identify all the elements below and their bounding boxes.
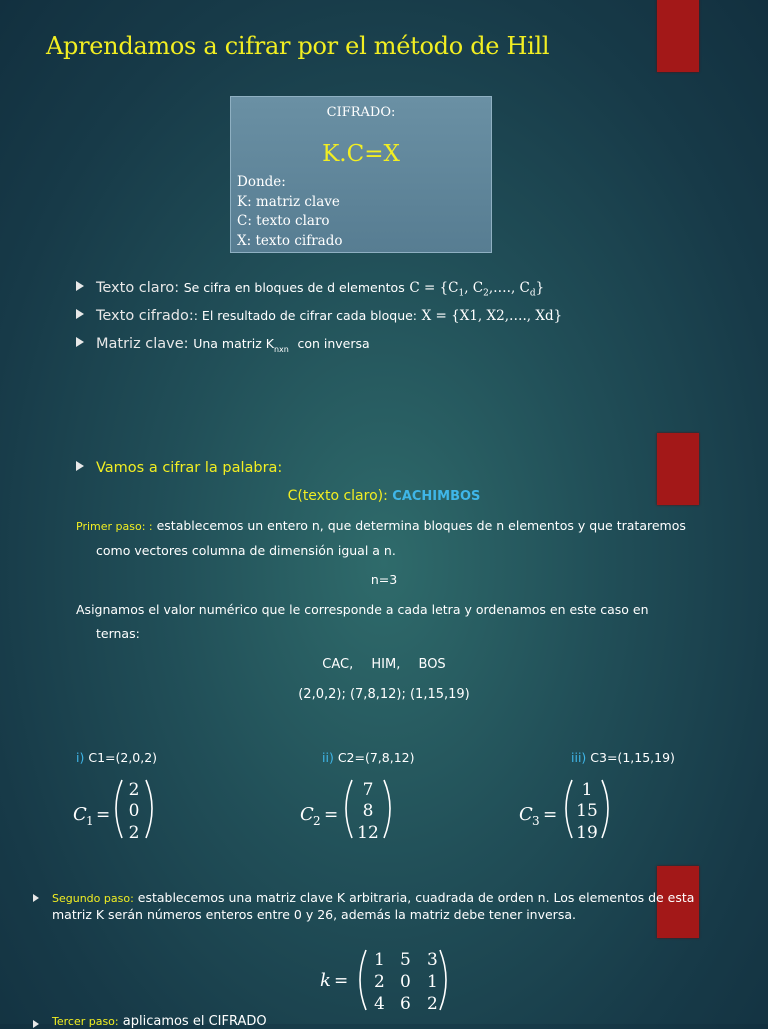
asignamos-text: ternas:	[96, 626, 140, 641]
matrix-entry: 0	[400, 972, 411, 992]
bullet-term: Matriz clave:	[96, 336, 189, 352]
matrix-name: k	[320, 970, 331, 991]
math-part: ,…., C	[488, 280, 530, 296]
definition-line: Donde:	[237, 174, 286, 190]
texto-claro-label: C(texto claro):	[287, 488, 388, 504]
vector-entry: 1	[581, 780, 593, 800]
matrix-entry: 5	[400, 950, 411, 970]
roman-numeral: iii)	[571, 750, 587, 765]
matrix-entry: 1	[374, 950, 385, 970]
bullet-term: Texto cifrado:	[96, 308, 194, 324]
bullet-text: Se cifra en bloques de d elementos	[183, 280, 405, 295]
vector-entry: 12	[357, 823, 379, 843]
vector-label-1	[76, 750, 157, 765]
bullet-arrow-icon	[33, 894, 39, 902]
math-part: C = {C	[409, 280, 459, 296]
bullet-matriz-clave	[76, 336, 370, 354]
bullet-math	[409, 280, 545, 299]
primer-paso-text: establecemos un entero n, que determina bloques de n elementos y que trataremos	[152, 518, 686, 533]
math-part: }	[535, 280, 545, 296]
segundo-paso-text: establecemos una matriz clave K arbitraria, cuadrada de orden n. Los elementos de esta matriz K serán números enteros entre 0 y 26, además la matriz debe tener inversa.	[52, 890, 695, 922]
vector-c2	[300, 780, 390, 843]
tercer-paso-label: Tercer paso:	[52, 1015, 119, 1028]
vector-name: C	[519, 804, 533, 825]
vector-entry: 15	[576, 801, 598, 821]
n-value: n=3	[370, 572, 398, 587]
equals-sign: =	[543, 805, 558, 825]
roman-numeral: i)	[76, 750, 85, 765]
ternas-numbers: (2,0,2); (7,8,12); (1,15,19)	[298, 687, 470, 702]
right-paren	[440, 950, 446, 1010]
segundo-paso	[52, 890, 724, 923]
ternas-letters	[0, 657, 768, 672]
vector-sub: 2	[313, 814, 321, 828]
bullet-vamos	[76, 460, 282, 476]
column-vectors	[0, 772, 768, 852]
red-bar-top	[657, 0, 699, 72]
terna: BOS	[418, 657, 446, 672]
math-sub: 2	[483, 288, 489, 299]
cifrado-heading: CIFRADO:	[326, 105, 396, 120]
bullet-arrow-icon	[76, 281, 84, 291]
texto-claro-word: CACHIMBOS	[392, 489, 481, 504]
bullet-sub: nxn	[273, 344, 289, 354]
equals-sign: =	[334, 971, 349, 991]
page-title: Aprendamos a cifrar por el método de Hill	[46, 32, 550, 60]
vector-sub: 1	[86, 814, 94, 828]
definition-line: X: texto cifrado	[237, 232, 343, 249]
matrix-entry: 1	[427, 972, 438, 992]
terna: HIM,	[371, 657, 401, 672]
vector-label-2	[322, 750, 414, 765]
primer-paso	[76, 514, 736, 563]
tercer-paso-text: aplicamos el CIFRADO	[118, 1014, 267, 1029]
definition-line: K: matriz clave	[237, 193, 340, 210]
left-paren	[360, 950, 366, 1010]
math-sub: d	[529, 288, 536, 299]
matrix-entry: 2	[427, 994, 438, 1014]
bullet-arrow-icon	[76, 337, 84, 347]
cifrado-definitions	[237, 173, 342, 251]
bullet-text: con inversa	[297, 336, 370, 351]
matrix-entry: 2	[374, 972, 385, 992]
vector-c3	[519, 780, 608, 843]
vector-entry: 2	[128, 780, 140, 800]
cifrado-formula: K.C=X	[322, 141, 400, 167]
roman-numeral: ii)	[322, 750, 334, 765]
vector-entry: 8	[362, 801, 374, 821]
asignamos-text: Asignamos el valor numérico que le corresponde a cada letra y ordenamos en este caso en	[76, 602, 649, 617]
cifrado-box	[230, 96, 492, 253]
matrix-entry: 6	[400, 994, 411, 1014]
left-paren	[116, 780, 122, 838]
definition-line: C: texto claro	[237, 213, 330, 229]
vector-entry: 0	[128, 801, 140, 821]
math-part: , C	[464, 280, 484, 296]
vector-text: C3=(1,15,19)	[590, 750, 675, 765]
math-sub: 1	[458, 288, 465, 299]
equals-sign: =	[96, 805, 111, 825]
bullet-arrow-icon	[33, 1020, 39, 1028]
matrix-entry: 3	[427, 950, 438, 970]
vector-text: C1=(2,0,2)	[88, 750, 158, 765]
vector-entry: 7	[362, 780, 374, 800]
bullet-term: Texto claro:	[96, 280, 180, 296]
bullet-texto-claro	[76, 280, 544, 299]
left-paren	[346, 780, 352, 838]
bullet-arrow-icon	[76, 309, 84, 319]
terna: CAC,	[322, 657, 354, 672]
segundo-paso-label: Segundo paso:	[52, 892, 134, 905]
bullet-text: Una matriz K	[193, 336, 274, 351]
bullet-math: X = {X1, X2,…., Xd}	[421, 308, 563, 324]
vector-name: C	[73, 804, 87, 825]
vector-text: C2=(7,8,12)	[337, 750, 415, 765]
vector-label-3	[571, 750, 675, 765]
matrix-entry: 4	[374, 994, 385, 1014]
primer-paso-label: Primer paso: :	[76, 520, 153, 533]
key-matrix	[310, 946, 510, 1016]
tercer-paso	[52, 1014, 267, 1029]
vector-sub: 3	[532, 814, 540, 828]
bullet-text: : El resultado de cifrar cada bloque:	[193, 308, 418, 323]
bullet-texto-cifrado	[76, 308, 562, 324]
vector-entry: 19	[576, 823, 598, 843]
vector-c1	[73, 780, 152, 843]
asignamos	[76, 598, 736, 646]
vamos-text: Vamos a cifrar la palabra:	[96, 460, 283, 476]
right-paren	[602, 780, 608, 838]
bullet-arrow-icon	[76, 461, 84, 471]
left-paren	[566, 780, 572, 838]
right-paren	[384, 780, 390, 838]
right-paren	[146, 780, 152, 838]
primer-paso-text: como vectores columna de dimensión igual a n.	[96, 543, 396, 558]
vector-entry: 2	[128, 823, 140, 843]
equals-sign: =	[324, 805, 339, 825]
vector-name: C	[300, 804, 314, 825]
texto-claro-line	[0, 488, 768, 504]
